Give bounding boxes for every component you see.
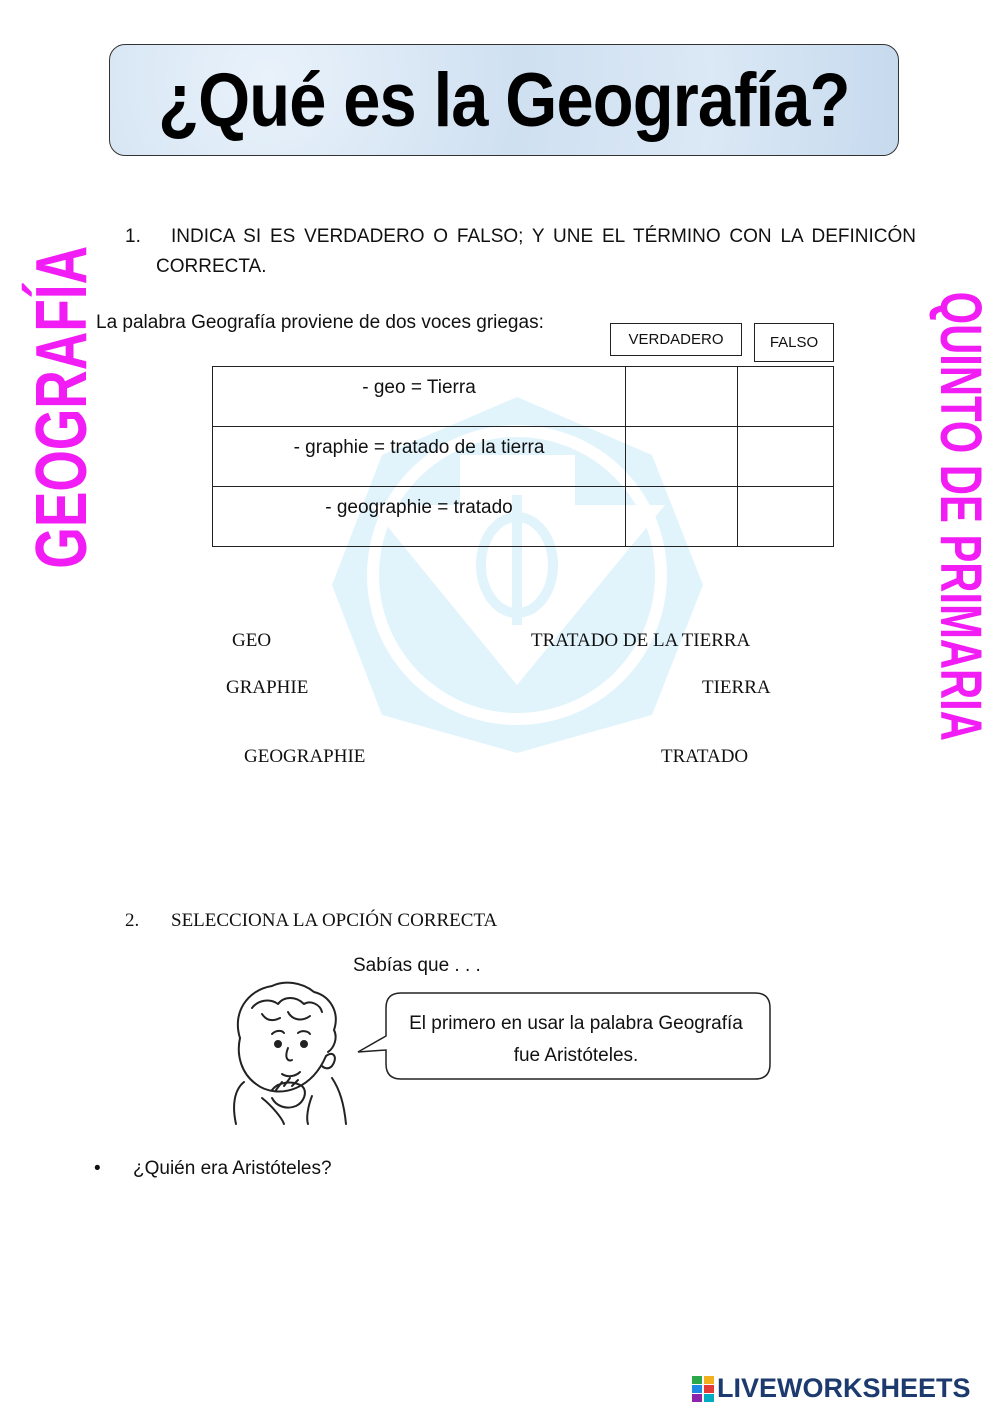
- speech-bubble-text: [385, 1008, 767, 1072]
- false-answer-cell[interactable]: [738, 427, 834, 487]
- true-answer-cell[interactable]: [626, 427, 738, 487]
- header-true: VERDADERO: [610, 323, 742, 356]
- side-label-left: GEOGRAFÍA: [22, 245, 102, 569]
- true-answer-cell[interactable]: [626, 487, 738, 547]
- question1-text-continued: CORRECTA.: [156, 256, 267, 277]
- table-row: [213, 427, 834, 487]
- false-answer-cell[interactable]: [738, 367, 834, 427]
- bullet-icon: •: [94, 1158, 101, 1179]
- title-banner: [109, 44, 899, 156]
- true-false-table: [212, 366, 834, 547]
- match-term-geographie[interactable]: GEOGRAPHIE: [244, 746, 366, 767]
- thinking-boy-icon: [222, 978, 352, 1128]
- question2-text: SELECCIONA LA OPCIÓN CORRECTA: [171, 910, 498, 931]
- true-answer-cell[interactable]: [626, 367, 738, 427]
- header-false: FALSO: [754, 323, 834, 362]
- match-definition-tierra[interactable]: TIERRA: [702, 677, 771, 698]
- page-title: ¿Qué es la Geografía?: [158, 57, 850, 143]
- match-definition-tratado-de-la-tierra[interactable]: TRATADO DE LA TIERRA: [531, 630, 751, 651]
- question1-number: 1.: [125, 226, 141, 247]
- footer-brand-text: LIVEWORKSHEETS: [717, 1373, 971, 1403]
- question3-text: ¿Quién era Aristóteles?: [133, 1158, 332, 1179]
- false-answer-cell[interactable]: [738, 487, 834, 547]
- intro-text: La palabra Geografía proviene de dos voces griegas:: [96, 312, 544, 333]
- statement-cell: - graphie = tratado de la tierra: [213, 427, 626, 487]
- statement-cell: - geographie = tratado: [213, 487, 626, 547]
- match-term-graphie[interactable]: GRAPHIE: [226, 677, 309, 698]
- table-row: [213, 487, 834, 547]
- did-you-know-label: Sabías que . . .: [353, 955, 481, 976]
- speech-bubble-line: El primero en usar la palabra Geografía: [409, 1013, 743, 1034]
- speech-bubble-line: fue Aristóteles.: [513, 1045, 639, 1066]
- liveworksheets-logo-icon: [692, 1376, 714, 1402]
- statement-cell: - geo = Tierra: [213, 367, 626, 427]
- side-label-right: QUINTO DE PRIMARIA: [928, 291, 993, 741]
- table-row: [213, 367, 834, 427]
- match-term-geo[interactable]: GEO: [232, 630, 272, 651]
- question1-text: INDICA SI ES VERDADERO O FALSO; Y UNE EL TÉRMINO CON LA DEFINICÓN: [171, 226, 916, 247]
- match-definition-tratado[interactable]: TRATADO: [661, 746, 749, 767]
- footer-logo: [692, 1373, 971, 1404]
- question2-number: 2.: [125, 910, 140, 931]
